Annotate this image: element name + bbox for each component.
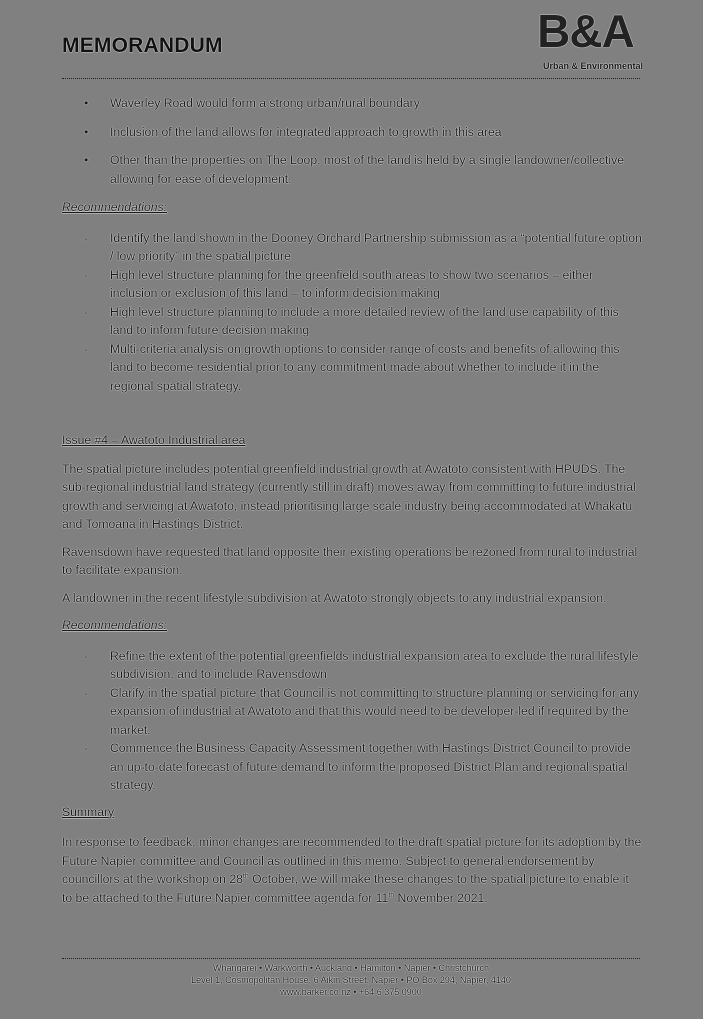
dash-icon: - — [84, 304, 89, 319]
summary-heading: Summary — [62, 804, 115, 819]
issue-paragraph: A landowner in the recent lifestyle subdivision at Awatoto strongly objects to any industrial expansion. — [62, 590, 607, 605]
list-item: • Waverley Road would form a strong urban/rural boundary — [62, 94, 642, 113]
summary-paragraph: In response to feedback, minor changes are recommended to the draft spatial picture for its adoption by the Future Napier committee and Council as outlined in this memo. Subject to general endorsement by councillors at the workshop on 28th October, we will make these changes to the spatial picture to enable it to be attached to the Future Napier committee agenda for 11th November 2021. — [62, 835, 642, 905]
dash-icon: - — [84, 685, 89, 700]
issue-paragraph: The spatial picture includes potential greenfield industrial growth at Awatoto consistent with HPUDS. The sub-regional industrial land strategy (currently still in draft) moves away from committing to future industrial growth and servicing at Awatoto, instead prioritising large scale industry being accommodated at Whakatu and Tomoana in Hastings District. — [62, 461, 636, 531]
memo-footer — [62, 962, 640, 998]
bullet-icon: • — [84, 153, 89, 167]
list-item: - Multi-criteria analysis on growth options to consider range of costs and benefits of allowing this land to become residential prior to any commitment made about whether to include it in the regional spatial strategy. — [84, 341, 620, 393]
list-item: - High level structure planning to include a more detailed review of the land use capability of this land to inform future decision making — [84, 304, 619, 337]
list-item: - Refine the extent of the potential greenfields industrial expansion area to exclude the rural lifestyle subdivision, and to include Ravensdown — [84, 648, 639, 681]
list-item: • Inclusion of the land allows for integrated approach to growth in this area — [62, 123, 642, 142]
page-title: MEMORANDUM — [62, 34, 223, 57]
issue-heading: Issue #4 – Awatoto Industrial area — [62, 433, 246, 447]
recommendations-list-2 — [62, 647, 642, 795]
memo-body — [62, 94, 642, 916]
dash-icon: - — [84, 230, 89, 245]
dash-icon: - — [84, 267, 89, 282]
logo-subtitle: Urban & Environmental — [542, 61, 643, 71]
bullet-icon: • — [84, 124, 89, 139]
list-item: - Identify the land shown in the Dooney Orchard Partnership submission as a “potential future option / low priority” in the spatial picture — [84, 230, 642, 263]
recommendations-list-1 — [62, 229, 642, 396]
footer-address: Level 1, Cosmopolitan House, 6 Aikin Street, Napier • PO Box 294, Napier, 4140 — [191, 975, 511, 985]
memo-header — [0, 0, 703, 80]
dash-icon: - — [84, 648, 89, 663]
list-item: - Clarify in the spatial picture that Council is not committing to structure planning or servicing for any expansion of industrial at Awatoto and that this would need to be developer-led if required by the market. — [84, 685, 640, 737]
logo-mark: B&A — [537, 5, 634, 57]
recommendations-heading: Recommendations: — [62, 200, 167, 214]
company-logo — [528, 5, 643, 74]
dash-icon: - — [84, 741, 89, 755]
list-item: • Other than the properties on The Loop, most of the land is held by a single landowner/collective allowing for ease of development. — [84, 153, 624, 186]
header-divider — [62, 78, 640, 79]
intro-bullet-list — [62, 94, 642, 188]
list-item: - High level structure planning for the greenfield south areas to show two scenarios – either inclusion or exclusion of this land – to inform decision making — [84, 267, 594, 300]
footer-contact: www.barker.co.nz • +64 6 375 0900 — [280, 987, 422, 997]
footer-offices: Whangarei • Warkworth • Auckland • Hamilton • Napier • Christchurch — [212, 963, 490, 973]
dash-icon: - — [84, 341, 89, 356]
issue-paragraph: Ravensdown have requested that land opposite their existing operations be rezoned from rural to industrial to facilitate expansion. — [62, 544, 638, 577]
list-item: - Commence the Business Capacity Assessment together with Hastings District Council to provide an up-to-date forecast of future demand to inform the proposed District Plan and regional spatial strategy. — [84, 741, 631, 792]
recommendations-heading: Recommendations: — [62, 618, 167, 632]
footer-divider — [62, 958, 640, 959]
bullet-icon: • — [84, 96, 89, 110]
